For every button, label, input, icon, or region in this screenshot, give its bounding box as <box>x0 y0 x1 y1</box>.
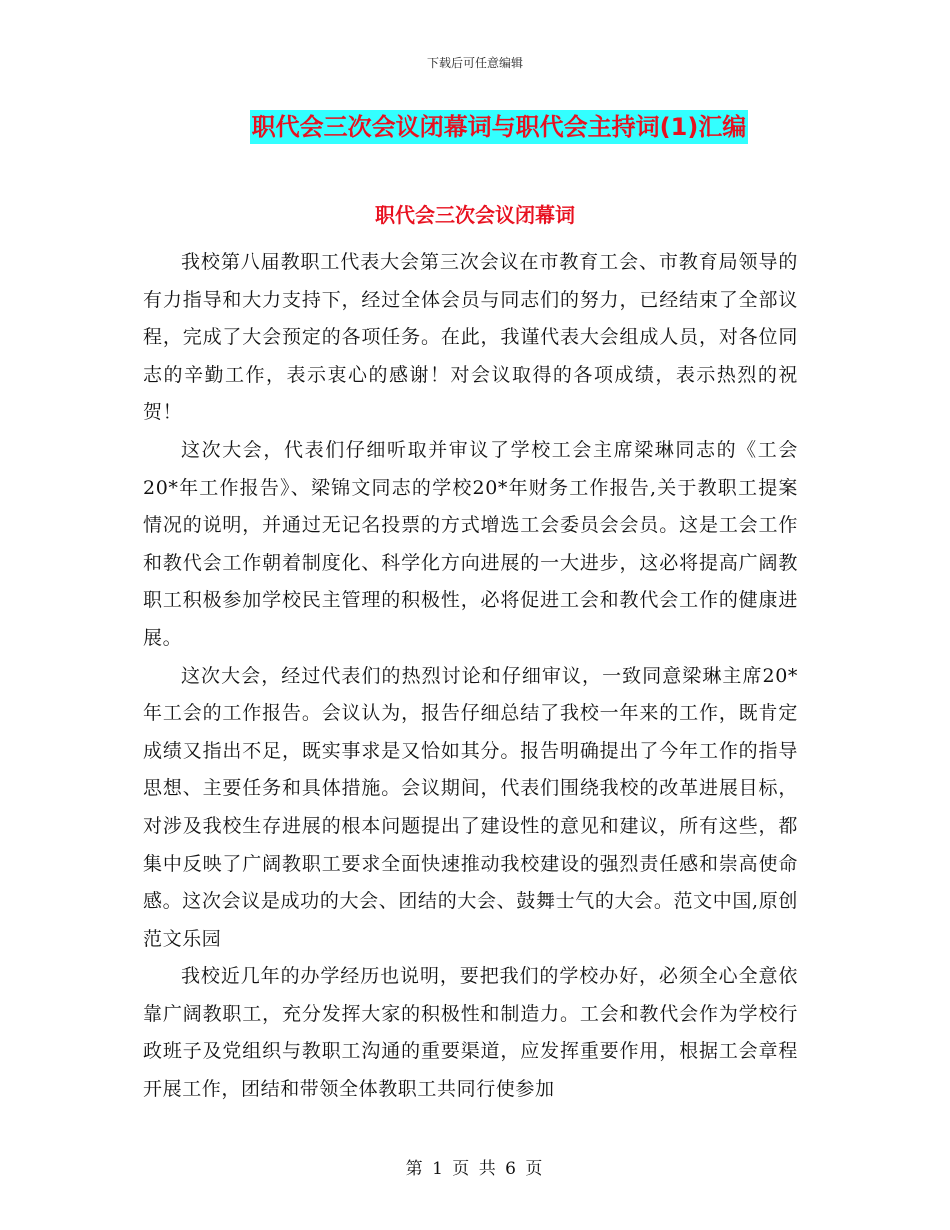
main-title: 职代会三次会议闭幕词与职代会主持词(1)汇编 <box>250 110 749 144</box>
page-footer: 第 1 页 共 6 页 <box>405 1159 545 1179</box>
header-note: 下载后可任意编辑 <box>426 56 523 70</box>
main-title-container <box>0 110 950 144</box>
paragraph-4: 我校近几年的办学经历也说明，要把我们的学校办好，必须全心全意依靠广阔教职工，充分发挥大家的积极性和制造力。工会和教代会作为学校行政班子及党组织与教职工沟通的重要渠道，应发挥重要作用，根据工会章程开展工作，团结和带领全体教职工共同行使参加 <box>143 965 798 1101</box>
paragraph-3: 这次大会，经过代表们的热烈讨论和仔细审议，一致同意梁琳主席20*年工会的工作报告。会议认为，报告仔细总结了我校一年来的工作，既肯定成绩又指出不足，既实事求是又恰如其分。报告明确提出了今年工作的指导思想、主要任务和具体措施。会议期间，代表们围绕我校的改革进展目标，对涉及我校生存进展的根本问题提出了建设性的意见和建议，所有这些，都集中反映了广阔教职工要求全面快速推动我校建设的强烈责任感和崇高使命感。这次会议是成功的大会、团结的大会、鼓舞士气的大会。范文中国,原创范文乐园 <box>143 664 798 950</box>
paragraph-1: 我校第八届教职工代表大会第三次会议在市教育工会、市教育局领导的有力指导和大力支持下，经过全体会员与同志们的努力，已经结束了全部议程，完成了大会预定的各项任务。在此，我谨代表大会组成人员，对各位同志的辛勤工作，表示衷心的感谢！对会议取得的各项成绩，表示热烈的祝贺！ <box>143 251 798 424</box>
paragraph-2: 这次大会，代表们仔细听取并审议了学校工会主席梁琳同志的《工会20*年工作报告》、梁锦文同志的学校20*年财务工作报告,关于教职工提案情况的说明，并通过无记名投票的方式增选工会委员会会员。这是工会工作和教代会工作朝着制度化、科学化方向进展的一大进步，这必将提高广阔教职工积极参加学校民主管理的积极性，必将促进工会和教代会工作的健康进展。 <box>143 438 798 649</box>
section-title: 职代会三次会议闭幕词 <box>375 203 575 227</box>
body-text <box>143 244 798 1109</box>
